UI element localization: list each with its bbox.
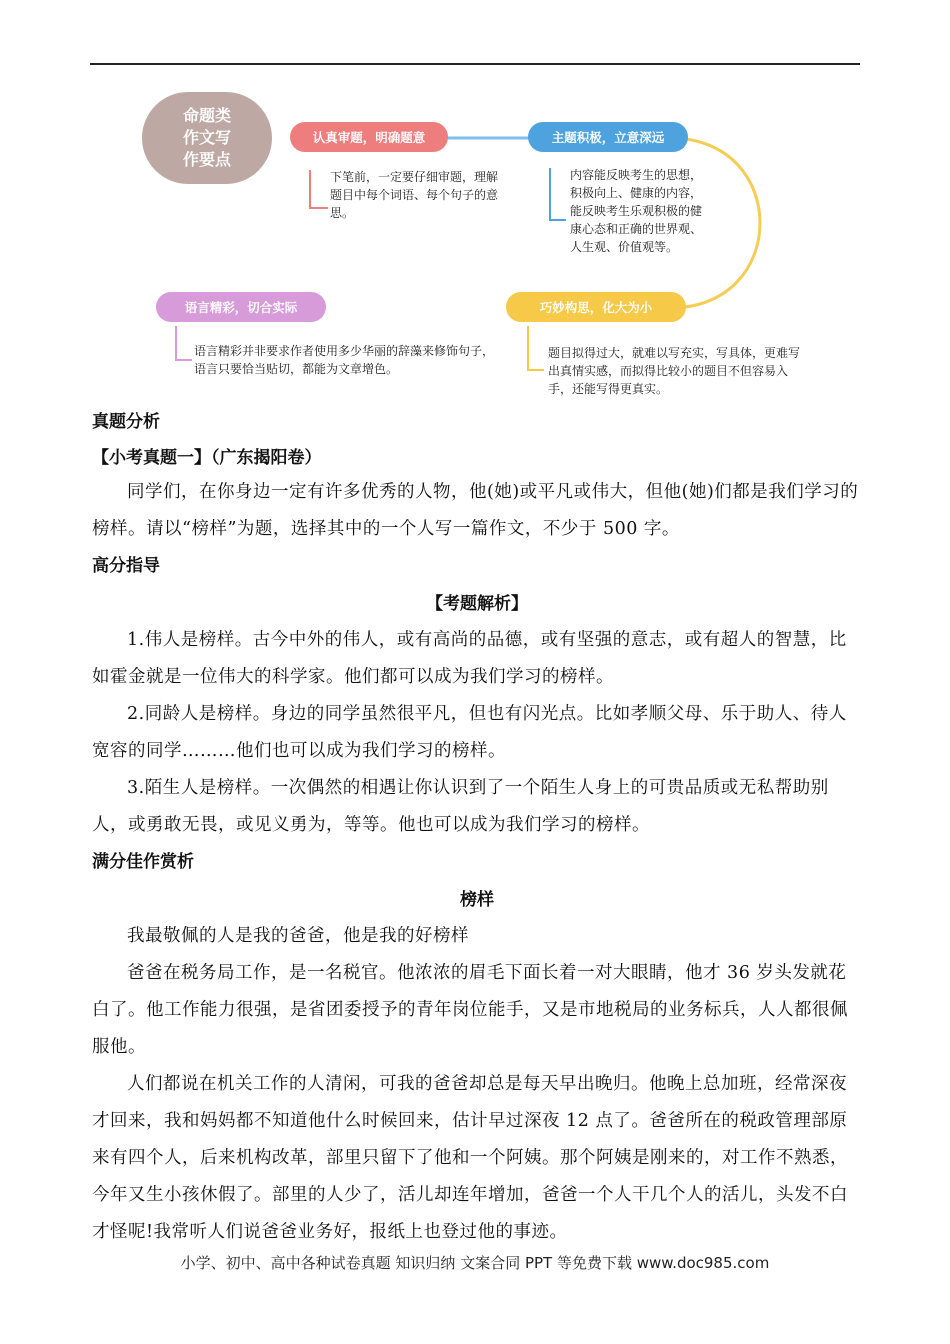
analysis-point: 1.伟人是榜样。古今中外的伟人，或有高尚的品德，或有坚强的意志，或有超人的智慧，比如霍金就是一位伟大的科学家。他们都可以成为我们学习的榜样。 <box>92 630 847 687</box>
analysis-subtitle: 【考题解析】 <box>426 594 528 614</box>
essay-title: 榜样 <box>460 890 494 910</box>
analysis-point: 3.陌生人是榜样。一次偶然的相遇让你认识到了一个陌生人身上的可贵品质或无私帮助别人，或勇敢无畏，或见义勇为，等等。他也可以成为我们学习的榜样。 <box>92 778 829 835</box>
document-body <box>92 404 862 1251</box>
section-heading: 真题分析 <box>92 412 160 432</box>
question-title: 【小考真题一】（广东揭阳卷） <box>92 448 322 468</box>
header-rule <box>90 63 860 65</box>
branch-3-note: 题目拟得过大，就难以写充实，写具体，更难写出真情实感，而拟得比较小的题目不但容易入手，还能写得更真实。 <box>548 346 801 396</box>
branch-2-label: 主题积极，立意深远 <box>528 122 688 152</box>
analysis-point: 2.同龄人是榜样。身边的同学虽然很平凡，但也有闪光点。比如孝顺父母、乐于助人、待人宽容的同学………他们也可以成为我们学习的榜样。 <box>92 704 847 761</box>
essay-paragraph: 我最敬佩的人是我的爸爸，他是我的好榜样 <box>127 926 469 946</box>
branch-2-note: 内容能反映考生的思想，积极向上、健康的内容，能反映考生乐观积极的健康心态和正确的世界观、人生观、价值观等。 <box>570 168 703 254</box>
branch-3-label: 巧妙构思，化大为小 <box>506 292 686 322</box>
section-heading: 满分佳作赏析 <box>92 852 194 872</box>
branch-4-note: 语言精彩并非要求作者使用多少华丽的辞藻来修饰句子，语言只要恰当贴切，都能为文章增色。 <box>194 344 495 376</box>
mindmap-center: 命题类 作文写 作要点 <box>142 92 272 184</box>
page-footer: 小学、初中、高中各种试卷真题 知识归纳 文案合同 PPT 等免费下载 www.doc985.com <box>180 1254 770 1272</box>
branch-4-label: 语言精彩，切合实际 <box>156 292 326 322</box>
section-heading: 高分指导 <box>92 556 160 576</box>
mindmap <box>130 80 820 410</box>
question-text: 同学们，在你身边一定有许多优秀的人物，他(她)或平凡或伟大，但他(她)们都是我们学习的榜样。请以“榜样”为题，选择其中的一个人写一篇作文，不少于 500 字。 <box>92 482 859 539</box>
essay-paragraph: 爸爸在税务局工作，是一名税官。他浓浓的眉毛下面长着一对大眼睛，他才 36 岁头发就花白了。他工作能力很强，是省团委授予的青年岗位能手，又是市地税局的业务标兵，人人都很佩服他。 <box>92 963 848 1057</box>
essay-paragraph: 人们都说在机关工作的人清闲，可我的爸爸却总是每天早出晚归。他晚上总加班，经常深夜才回来，我和妈妈都不知道他什么时候回来，估计早过深夜 12 点了。爸爸所在的税政管理部原来有四个人，后来机构改革，部里只留下了他和一个阿姨。那个阿姨是刚来的，对工作不熟悉，今年又生小孩休假了。部里的人少了，活儿却连年增加，爸爸一个人干几个人的活儿，头发不白才怪呢!我常听人们说爸爸业务好，报纸上也登过他的事迹。 <box>92 1074 848 1242</box>
branch-1-label: 认真审题，明确题意 <box>290 122 448 152</box>
branch-1-note: 下笔前，一定要仔细审题，理解题目中每个词语、每个句子的意思。 <box>330 170 499 220</box>
